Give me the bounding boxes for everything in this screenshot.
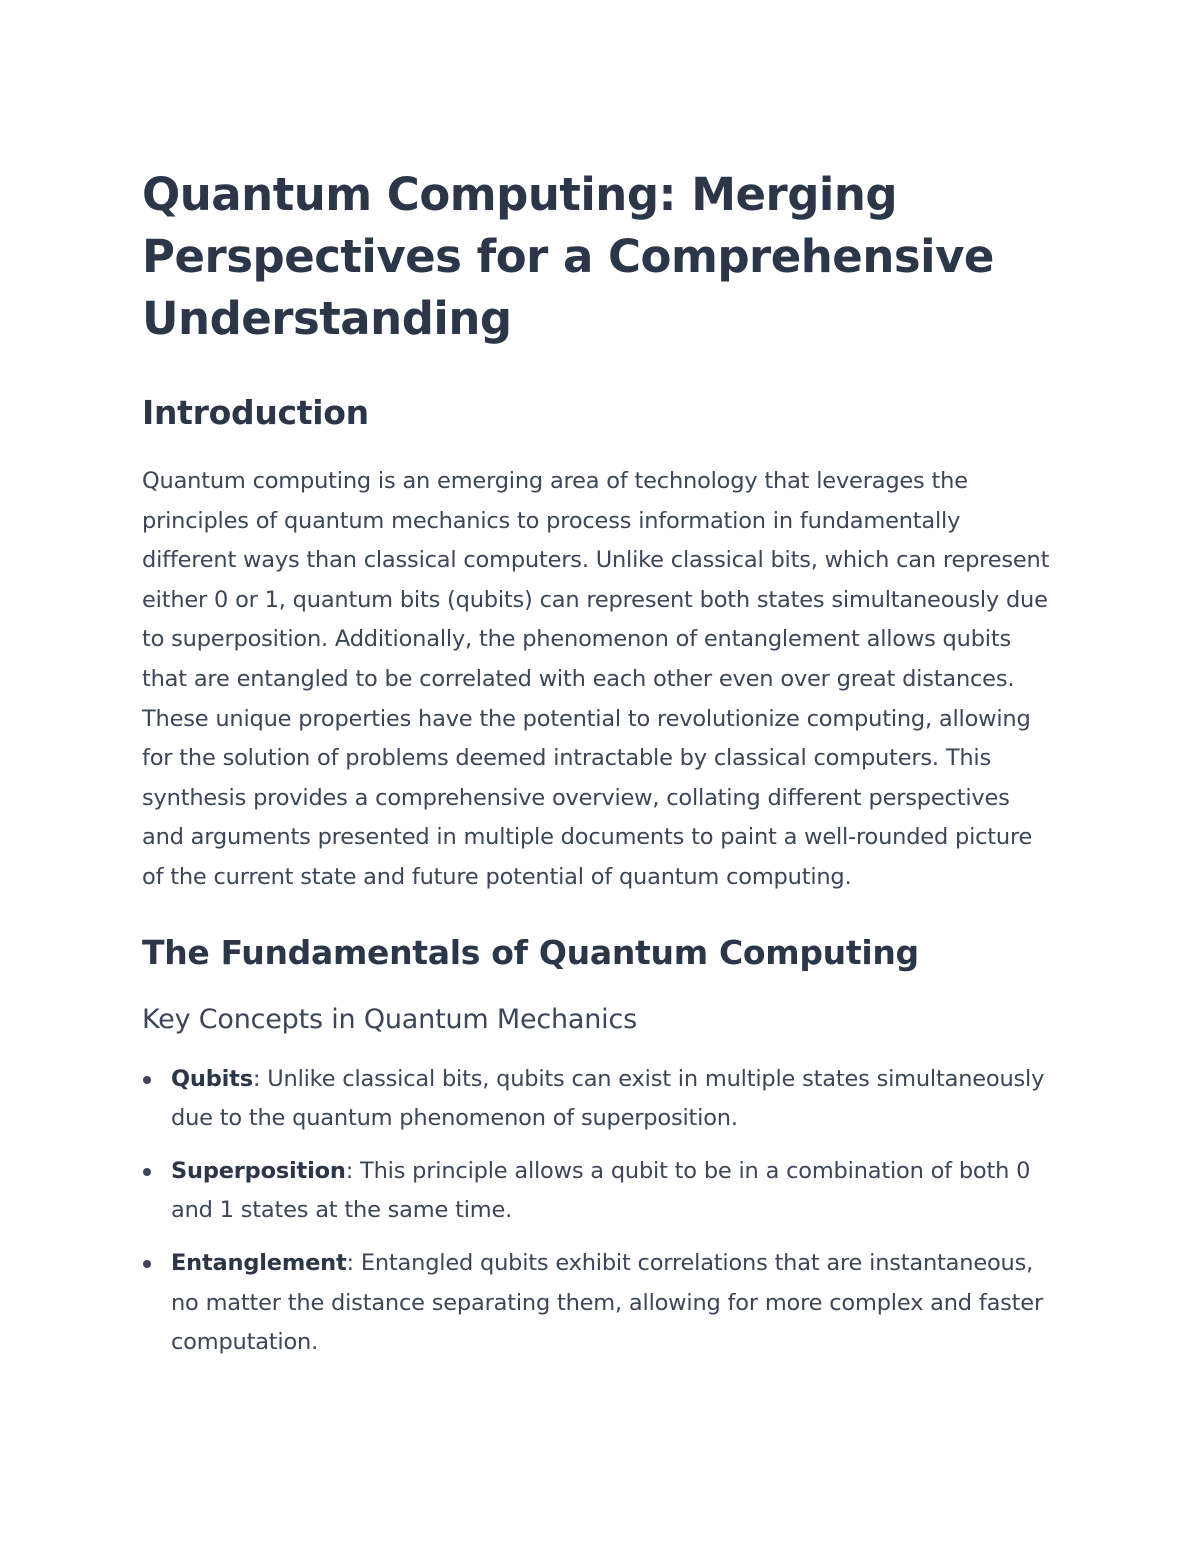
fundamentals-heading: The Fundamentals of Quantum Computing (142, 932, 919, 972)
introduction-paragraph: Quantum computing is an emerging area of technology that leverages the principles of quantum mechanics to process information in fundamentally different ways than classical computers. Unlike classical bits, which can represent either 0 or 1, quantum bits (qubits) can represent both states simultaneously due to superposition. Additionally, the phenomenon of entanglement allows qubits that are entangled to be correlated with each other even over great distances. These unique properties have the potential to revolutionize computing, allowing for the solution of problems deemed intractable by classical computers. This synthesis provides a comprehensive overview, collating different perspectives and arguments presented in multiple documents to paint a well-rounded picture of the current state and future potential of quantum computing. (142, 468, 1050, 890)
introduction-heading: Introduction (142, 393, 369, 432)
bullet-icon (143, 1168, 151, 1176)
list-item-qubits (142, 1060, 1057, 1139)
definition-entanglement: : Entangled qubits exhibit correlations that are instantaneous, no matter the distance separating them, allowing for more complex and faster computation. (171, 1249, 1043, 1356)
document-title: Quantum Computing: Merging Perspectives for a Comprehensive Understanding (142, 168, 994, 345)
bullet-icon (143, 1260, 151, 1268)
key-concepts-subheading: Key Concepts in Quantum Mechanics (142, 1003, 637, 1035)
term-superposition: Superposition (171, 1157, 346, 1184)
list-item-superposition (142, 1152, 1057, 1231)
definition-qubits: : Unlike classical bits, qubits can exist in multiple states simultaneously due to the quantum phenomenon of superposition. (171, 1065, 1045, 1132)
bullet-icon (143, 1076, 151, 1084)
document-page (142, 164, 1057, 1376)
list-item-entanglement (142, 1244, 1057, 1363)
definition-superposition: : This principle allows a qubit to be in a combination of both 0 and 1 states at the same time. (171, 1157, 1031, 1224)
term-entanglement: Entanglement (171, 1249, 347, 1276)
term-qubits: Qubits (171, 1065, 253, 1092)
key-concepts-list (142, 1060, 1057, 1363)
